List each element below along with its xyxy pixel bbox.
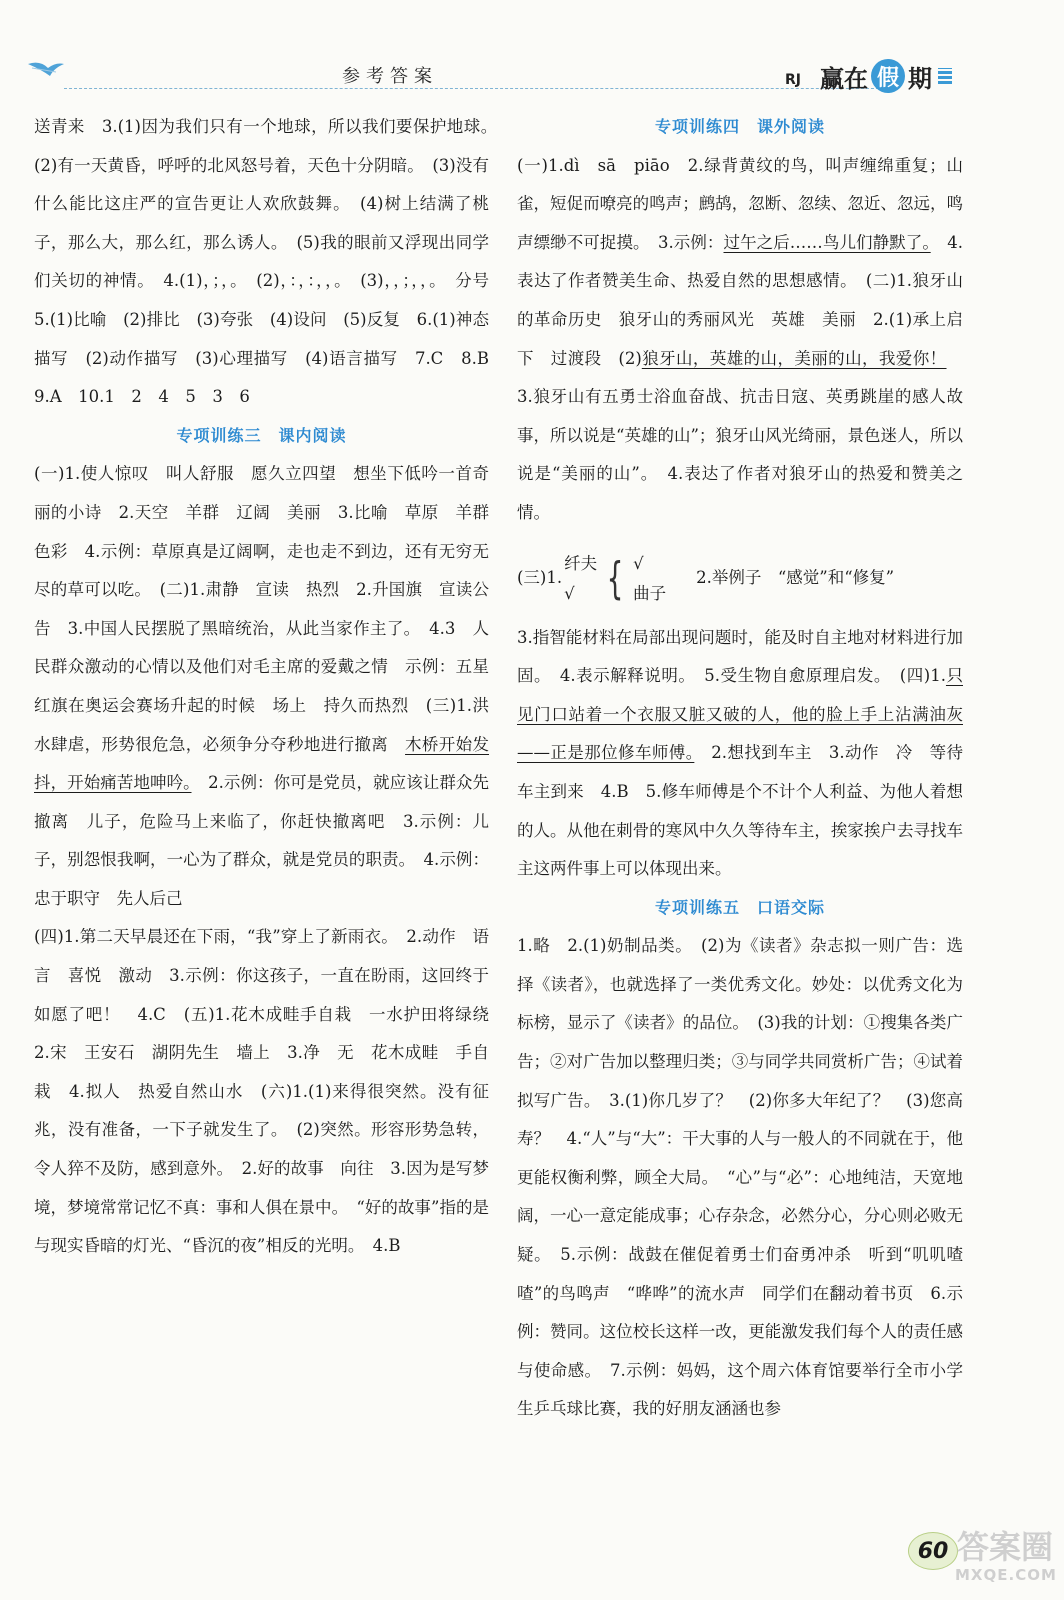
watermark-logo	[955, 1528, 1055, 1592]
page-title: 参考答案	[342, 66, 438, 87]
header-divider	[64, 88, 894, 89]
page-number: 60	[908, 1532, 958, 1570]
brand-circle: 假	[871, 59, 905, 93]
section-heading-3: 专项训练三 课内阅读	[176, 425, 347, 445]
brace-right-bottom: 曲子	[633, 583, 667, 603]
answer-text: 3.指智能材料在局部出现问题时，能及时自主地对材料进行加固。 4.表示解释说明。 5.受生物自愈原理启发。 (四)1.	[517, 627, 963, 686]
answer-block-reading-1	[34, 455, 506, 918]
brace-answer	[517, 539, 963, 619]
section-heading-5: 专项训练五 口语交际	[654, 897, 825, 917]
answer-block-reading-2: (四)1.第二天早晨还在下雨，“我”穿上了新雨衣。 2.动作 语言 喜悦 激动 3.示例：你这孩子，一直在盼雨，这回终于如愿了吧！ 4.C (五)1.花木成畦手自栽 一水护田将绿绕 2.宋 王安石 湖阴先生 墙上 3.净 无 花木成畦 手自栽 4.拟人 热爱自然山水 (六)1.(1)来得很突然。没有征兆，没有准备，一下子就发生了。 (2)突然。形容形势急转，令人猝不及防，感到意外。 2.好的故事 向往 3.因为是写梦境，梦境常常记忆不真：事和人俱在景中。 “好的故事”指的是与现实昏暗的灯光、“昏沉的夜”相反的光明。 4.B	[34, 927, 506, 1256]
underlined-answer: 过午之后……鸟儿们静默了。	[723, 232, 931, 252]
page-header	[0, 0, 1064, 110]
brace-right-top: √	[633, 553, 644, 573]
answer-block-oral: 1.略 2.(1)奶制品类。 (2)为《读者》杂志拟一则广告：选择《读者》，也就选择了一类优秀文化。妙处：以优秀文化为标榜，显示了《读者》的品位。 (3)我的计划：①搜集各类广告；②对广告加以整理归类；③与同学共同赏析广告；④试着拟写广告。 3.(1)你几岁了？ (2)你多大年纪了？ (3)您高寿？ 4.“人”与“大”：干大事的人与一般人的不同就在于，他更能权衡利弊，顾全大局。 “心”与“必”：心地纯洁，天宽地阔，一心一意定能成事；心存杂念，必然分心，分心则必败无疑。 5.示例：战鼓在催促着勇士们奋勇冲杀 听到“叽叽喳喳”的鸟鸣声 “哗哗”的流水声 同学们在翻动着书页 6.示例：赞同。这位校长这样一改，更能激发我们每个人的责任感与使命感。 7.示例：妈妈，这个周六体育馆要举行全市小学生乒乓球比赛，我的好朋友涵涵也参	[517, 936, 963, 1419]
answer-block-extra-reading	[517, 147, 963, 533]
watermark-icon: 答案圈	[956, 1528, 1053, 1566]
answer-text: 2.想找到车主 3.动作 冷 等待车主到来 4.B 5.修车师傅是个不计个人利益、为他人着想的人。从他在刺骨的寒风中久久等待车主，挨家挨户去寻找车主这两件事上可以体现出来。	[517, 743, 963, 879]
brand-suffix: 期	[908, 64, 932, 93]
answer-text: 3.狼牙山有五勇士浴血奋战、抗击日寇、英勇跳崖的感人故事，所以说是“英雄的山”；狼牙山风光绮丽，景色迷人，所以说是“美丽的山”。 4.表达了作者对狼牙山的热爱和赞美之情。	[517, 348, 964, 522]
brand-prefix: 赢在	[820, 64, 868, 93]
answer-block-extra-reading-2	[517, 619, 963, 889]
answer-text: 4.表达了作者赞美生命、热爱自然的思想感情。 (二)1.狼牙山的革命历史 狼牙山的秀丽风光 英雄 美丽 2.(1)承上启下 过渡段 (2)	[517, 232, 964, 368]
brace-left-bottom: √	[564, 583, 575, 603]
underlined-answer: 只见门口站着一个衣服又脏又破的人，他的脸上手上沾满油灰——正是那位修车师傅。	[517, 666, 963, 763]
section-heading-4: 专项训练四 课外阅读	[654, 117, 825, 136]
edition-label: RJ	[785, 72, 801, 88]
answer-text: (一)1.dì sā piāo 2.绿背黄纹的鸟，叫声缠绵重复；山雀，短促而嘹亮的鸣声；鹧鸪，忽断、忽续、忽近、忽远，鸣声缥缈不可捉摸。 3.示例：	[517, 155, 963, 252]
brand-logo	[820, 58, 952, 94]
brace-icon: {	[606, 552, 624, 604]
underlined-answer: 狼牙山，英雄的山，美丽的山，我爱你！	[641, 348, 947, 368]
right-column	[517, 108, 963, 1429]
brace-left-top: 纤夫	[564, 553, 598, 573]
left-column	[34, 108, 506, 1266]
underlined-answer: 木桥开始发抖，开始痛苦地呻吟。	[34, 734, 490, 793]
brand-bars-icon	[938, 68, 952, 84]
brace-left-stack	[564, 549, 597, 609]
answer-text: (一)1.使人惊叹 叫人舒服 愿久立四望 想坐下低吟一首奇丽的小诗 2.天空 羊群 辽阔 美丽 3.比喻 草原 羊群 色彩 4.示例：草原真是辽阔啊，走也走不到边，还有无穷无尽的草可以吃。 (二)1.肃静 宣读 热烈 2.升国旗 宣读公告 3.中国人民摆脱了黑暗统治，从此当家作主了。 4.3 人民群众激动的心情以及他们对毛主席的爱戴之情 示例：五星红旗在奥运会赛场升起的时候 场上 持久而热烈 (三)1.洪水肆虐，形势很危急，必须争分夺秒地进行撤离	[34, 464, 506, 754]
brace-tail-text: 2.举例子 “感觉”和“修复”	[696, 568, 895, 588]
watermark-url: MXQE.COM	[955, 1566, 1057, 1584]
answer-block-continued: 送青来 3.(1)因为我们只有一个地球，所以我们要保护地球。 (2)有一天黄昏，呼呼的北风怒号着，天色十分阴暗。 (3)没有什么能比这庄严的宣告更让人欢欣鼓舞。 (4)树上结满了桃子，那么大，那么红，那么诱人。 (5)我的眼前又浮现出同学们关切的神情。 4.(1)，；，。 (2)，：，：，，。 (3)，，；，，。 分号 5.(1)比喻 (2)排比 (3)夸张 (4)设问 (5)反复 6.(1)神态描写 (2)动作描写 (3)心理描写 (4)语言描写 7.C 8.B 9.A 10.1 2 4 5 3 6	[34, 117, 506, 407]
brace-right-stack	[633, 549, 666, 609]
answer-text: 2.示例：你可是党员，就应该让群众先撤离 儿子，危险马上来临了，你赶快撤离吧 3.示例：儿子，别怨恨我啊，一心为了群众，就是党员的职责。 4.示例：忠于职守 先人后己	[34, 773, 490, 908]
brace-prefix: (三)1.	[517, 568, 563, 588]
